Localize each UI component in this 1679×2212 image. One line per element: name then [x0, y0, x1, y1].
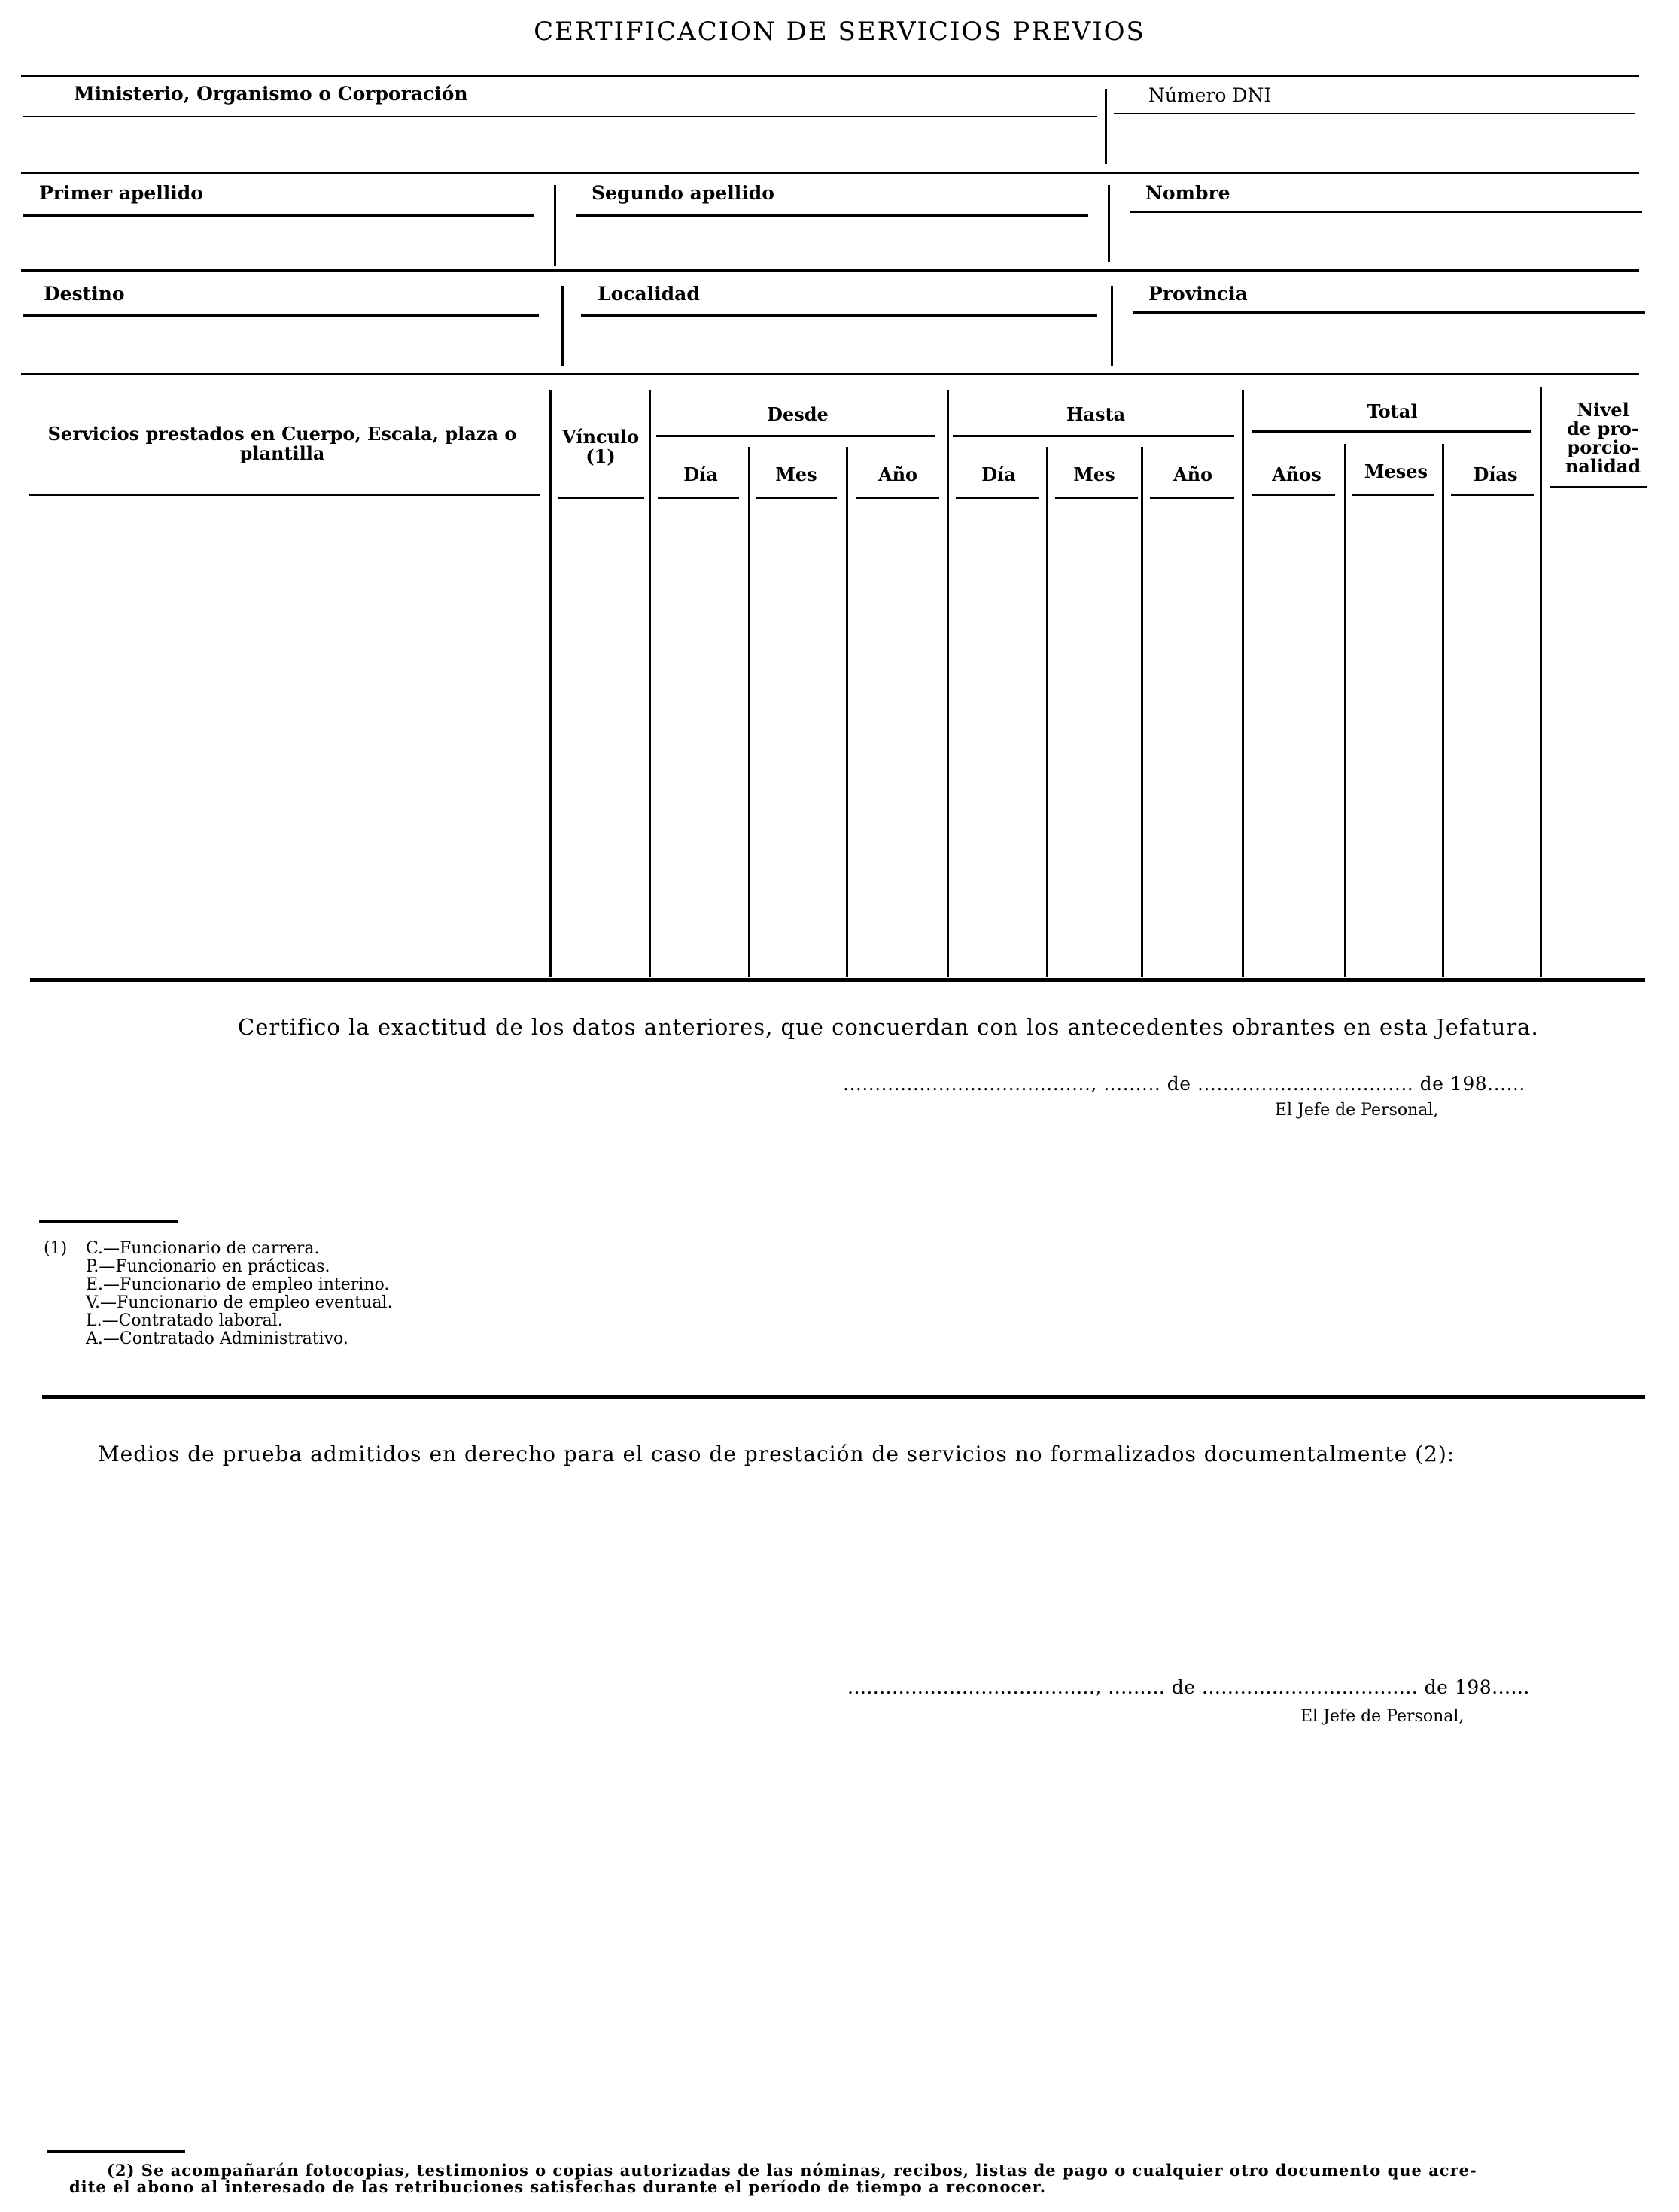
footnote1-marker: (1) [44, 1239, 68, 1258]
subheader-total-meses: Meses [1364, 460, 1428, 482]
rule-section-divider [42, 1395, 1645, 1399]
medios-text: Medios de prueba admitidos en derecho para el caso de prestación de servicios no formalizados documentalmente (2): [98, 1442, 1455, 1466]
rule-sub-6 [1150, 497, 1234, 499]
certification-text: Certifico la exactitud de los datos anteriores, que concuerdan con los antecedentes obrantes en esta Jefatura. [238, 1014, 1539, 1040]
header-desde: Desde [767, 403, 829, 425]
primer-apellido-field[interactable] [23, 220, 534, 261]
rule-hasta-group [953, 435, 1234, 437]
footnote1-item: A.—Contratado Administrativo. [86, 1329, 348, 1348]
ministerio-field[interactable] [23, 105, 1095, 135]
label-ministerio: Ministerio, Organismo o Corporación [74, 83, 468, 105]
header-nivel-line-2: de pro- [1567, 418, 1639, 439]
rule-nombre [1130, 211, 1642, 213]
subheader-total-dias: Días [1473, 463, 1518, 485]
subheader-hasta-dia: Día [981, 463, 1016, 485]
segundo-apellido-field[interactable] [576, 220, 1088, 261]
divider-provincia [1111, 286, 1113, 366]
medios-signature: El Jefe de Personal, [1300, 1707, 1465, 1726]
label-provincia: Provincia [1148, 283, 1248, 305]
rule-table-top [21, 373, 1639, 375]
label-numero-dni: Número DNI [1148, 84, 1272, 106]
header-hasta: Hasta [1066, 403, 1126, 425]
header-total: Total [1367, 400, 1418, 422]
rule-sub-9 [1451, 494, 1534, 496]
footnote1-item: C.—Funcionario de carrera. [86, 1239, 320, 1258]
rule-provincia [1133, 311, 1645, 314]
destino-field[interactable] [23, 321, 539, 367]
rule-sub-3 [856, 497, 939, 499]
subheader-desde-dia: Día [683, 463, 718, 485]
divider-nombre [1108, 185, 1110, 262]
rule-servicios-header [29, 494, 540, 496]
rule-ministerio [23, 116, 1097, 117]
header-nivel-line-1: Nivel [1577, 399, 1629, 421]
footnote2-rule [47, 2150, 185, 2153]
localidad-field[interactable] [581, 321, 1097, 367]
rule-primer-apellido [23, 214, 534, 217]
header-servicios: Servicios prestados en Cuerpo, Escala, plaza o plantilla [47, 423, 517, 464]
rule-nivel-header [1550, 486, 1647, 488]
header-nivel-line-3: porcio- [1567, 436, 1639, 458]
services-table-body[interactable] [23, 503, 1641, 977]
label-localidad: Localidad [598, 283, 700, 305]
rule-table-bottom [30, 978, 1645, 982]
header-nivel [1543, 400, 1663, 476]
rule-vinculo-header [558, 497, 644, 499]
rule-segundo-apellido [576, 214, 1088, 217]
rule-desde-group [656, 435, 935, 437]
rule-sub-1 [658, 497, 739, 499]
rule-sub-7 [1252, 494, 1335, 496]
label-primer-apellido: Primer apellido [39, 182, 203, 204]
rule-dni [1114, 113, 1635, 114]
divider-dni [1105, 89, 1107, 164]
rule-row3-top [21, 269, 1639, 272]
rule-sub-5 [1055, 497, 1138, 499]
rule-localidad [581, 314, 1097, 317]
subheader-hasta-mes: Mes [1073, 463, 1115, 485]
label-nombre: Nombre [1145, 182, 1230, 204]
footnote1-list [86, 1240, 392, 1348]
subheader-hasta-ano: Año [1173, 463, 1213, 485]
rule-sub-2 [756, 497, 837, 499]
rule-total-group [1252, 430, 1531, 433]
certification-signature: El Jefe de Personal, [1275, 1101, 1439, 1120]
footnote2-line-2: dite el abono al interesado de las retribuciones satisfechas durante el período de tiempo a reconocer. [69, 2177, 1047, 2196]
medios-field[interactable] [45, 1482, 1641, 1655]
header-vinculo: Vínculo [561, 426, 640, 448]
subheader-desde-mes: Mes [775, 463, 817, 485]
footnote1-item: E.—Funcionario de empleo interino. [86, 1275, 390, 1294]
nombre-field[interactable] [1130, 217, 1642, 258]
header-nivel-line-4: nalidad [1565, 455, 1641, 477]
divider-localidad [561, 286, 564, 366]
footnote2-line-1: (2) Se acompañarán fotocopias, testimonios o copias autorizadas de las nóminas, recibos, listas de pago o cualquier otro documento que acre- [107, 2161, 1477, 2180]
rule-sub-8 [1352, 494, 1434, 496]
numero-dni-field[interactable] [1114, 105, 1633, 135]
subheader-total-anos: Años [1272, 463, 1322, 485]
header-vinculo-note: (1) [586, 445, 616, 467]
label-segundo-apellido: Segundo apellido [592, 182, 774, 204]
certification-date-line[interactable]: ......................................., ......... de .................................. de 198...... [843, 1073, 1525, 1095]
rule-destino [23, 314, 539, 317]
footnote1-item: P.—Funcionario en prácticas. [86, 1257, 330, 1276]
footnote1-item: L.—Contratado laboral. [86, 1311, 283, 1330]
document-title: CERTIFICACION DE SERVICIOS PREVIOS [534, 17, 1145, 47]
divider-segundo-apellido [554, 185, 556, 266]
subheader-desde-ano: Año [878, 463, 918, 485]
footnote1-rule [39, 1220, 178, 1223]
rule-row2-top [21, 172, 1639, 174]
rule-sub-4 [956, 497, 1039, 499]
label-destino: Destino [44, 283, 125, 305]
rule-top [21, 75, 1639, 77]
footnote1-item: V.—Funcionario de empleo eventual. [86, 1293, 393, 1312]
provincia-field[interactable] [1133, 318, 1645, 364]
medios-date-line[interactable]: ......................................., ......... de .................................. de 198...... [847, 1676, 1530, 1698]
